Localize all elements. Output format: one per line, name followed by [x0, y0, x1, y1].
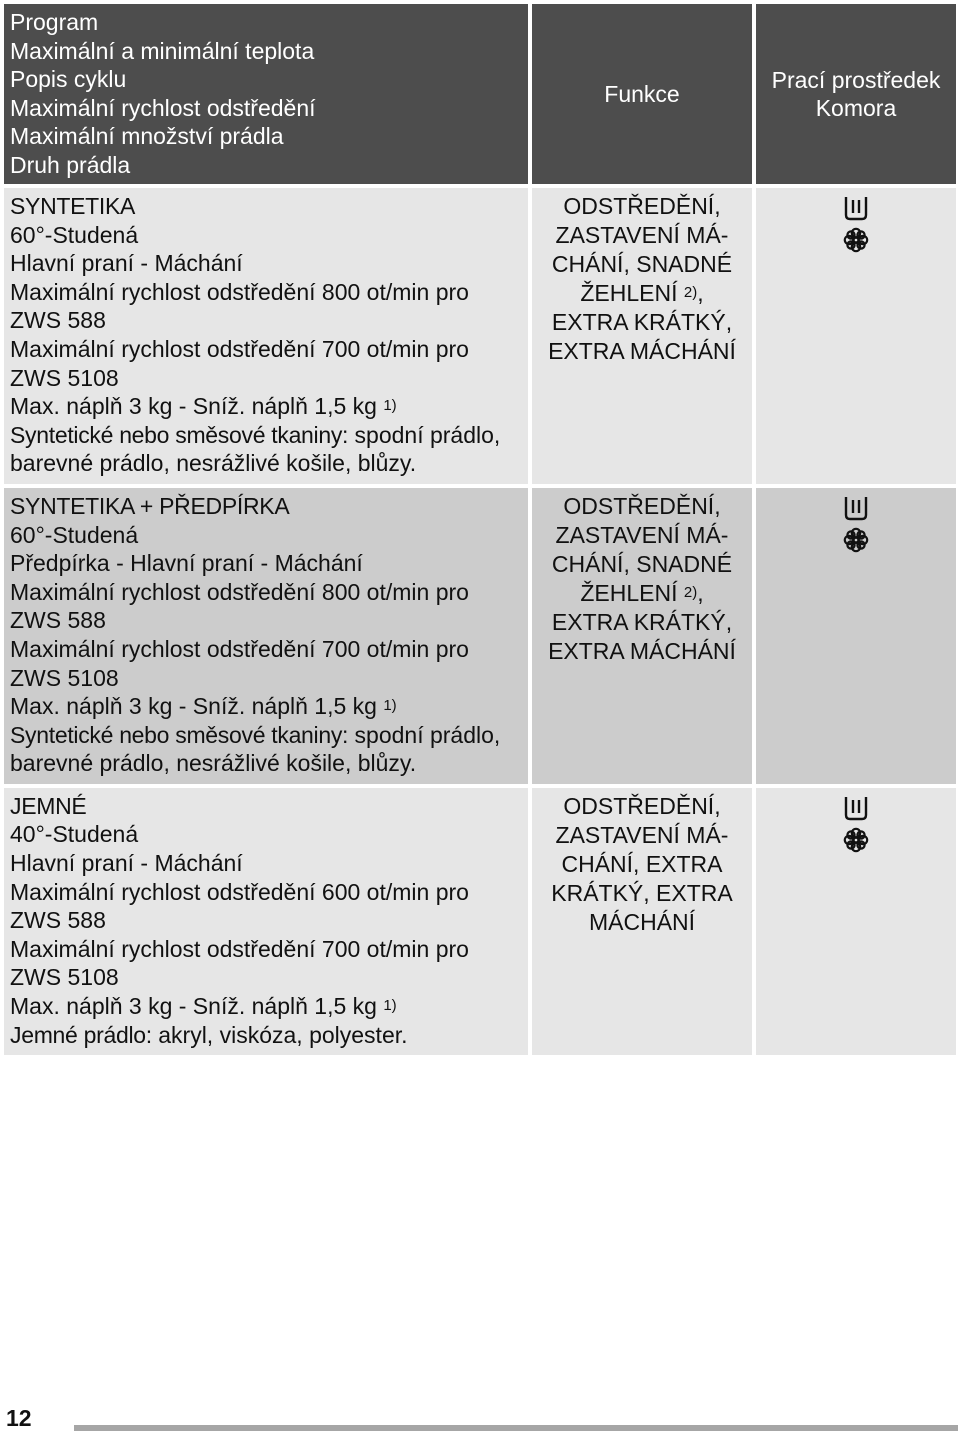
- program-model-2: ZWS 5108: [10, 364, 119, 391]
- fabric-text: spodní prádlo, barevné prádlo, nesrážlivé košile, blůzy.: [10, 421, 501, 477]
- program-functions: [532, 488, 752, 784]
- program-model-1: ZWS 588: [10, 607, 106, 634]
- function-line: MÁCHÁNÍ: [588, 908, 696, 935]
- program-name: SYNTETIKA + PŘEDPÍRKA: [10, 492, 290, 519]
- function-line: EXTRA KRÁTKÝ,: [551, 608, 733, 635]
- page-number: 12: [6, 1405, 32, 1431]
- program-functions: [532, 788, 752, 1055]
- program-load: [10, 392, 522, 421]
- header-detergent-column: [756, 4, 956, 184]
- header-temperature: Maximální a minimální teplota: [10, 37, 315, 64]
- header-fabric: Druh prádla: [10, 151, 131, 178]
- function-line: [536, 279, 748, 308]
- program-temperature: 60°-Studená: [10, 521, 139, 548]
- function-line: EXTRA MÁCHÁNÍ: [548, 338, 736, 364]
- header-spin: Maximální rychlost odstředění: [10, 94, 316, 121]
- function-note: 2): [683, 583, 698, 601]
- function-line: ZASTAVENÍ MÁ-: [555, 521, 729, 548]
- function-comma: ,: [697, 579, 704, 606]
- softener-flower-icon: [842, 226, 870, 254]
- program-fabric: [10, 721, 522, 778]
- function-line: EXTRA MÁCHÁNÍ: [548, 637, 736, 664]
- program-spin-1: Maximální rychlost odstředění 600 ot/min pro: [10, 878, 469, 905]
- function-ironing: ŽEHLENÍ: [580, 280, 678, 306]
- program-load: [10, 692, 522, 721]
- function-line: KRÁTKÝ, EXTRA: [551, 879, 733, 906]
- function-line: ODSTŘEDĚNÍ,: [563, 193, 721, 219]
- header-functions-column: [532, 4, 752, 184]
- function-comma: ,: [697, 280, 704, 306]
- fabric-label: Syntetické nebo směsové tkaniny:: [10, 421, 349, 448]
- function-line: CHÁNÍ, SNADNÉ: [551, 251, 733, 277]
- function-line: [536, 579, 748, 608]
- fabric-label: Syntetické nebo směsové tkaniny:: [10, 721, 349, 748]
- header-program-column: [4, 4, 528, 184]
- function-note: 2): [683, 284, 698, 301]
- program-temperature: 60°-Studená: [10, 221, 139, 248]
- program-load-text: Max. náplň 3 kg - Sníž. náplň 1,5 kg: [10, 693, 377, 720]
- table-row: [4, 488, 956, 784]
- program-spin-1: Maximální rychlost odstředění 800 ot/min pro: [10, 578, 469, 605]
- program-load-note: 1): [383, 697, 397, 715]
- header-detergent: Prací prostředek: [771, 66, 941, 93]
- program-cycle: Hlavní praní - Máchání: [10, 850, 243, 877]
- function-line: CHÁNÍ, EXTRA: [561, 850, 723, 877]
- program-details: [4, 488, 528, 784]
- program-model-2: ZWS 5108: [10, 664, 119, 691]
- table-header-row: [4, 4, 956, 184]
- program-model-2: ZWS 5108: [10, 964, 119, 991]
- footer-divider: [74, 1425, 958, 1431]
- program-detergent: [756, 488, 956, 784]
- fabric-label: Jemné prádlo:: [10, 1021, 152, 1048]
- softener-flower-icon: [842, 526, 870, 554]
- function-line: ODSTŘEDĚNÍ,: [563, 492, 721, 519]
- program-load-note: 1): [383, 397, 397, 415]
- header-compartment: Komora: [815, 95, 897, 121]
- main-wash-compartment-icon: [842, 494, 870, 522]
- program-detergent: [756, 788, 956, 1055]
- program-cycle: Hlavní praní - Máchání: [10, 250, 243, 277]
- program-details: [4, 188, 528, 484]
- function-line: ZASTAVENÍ MÁ-: [555, 222, 729, 248]
- program-name: JEMNÉ: [10, 792, 87, 819]
- program-spin-2: Maximální rychlost odstředění 700 ot/min pro: [10, 935, 469, 962]
- program-details: [4, 788, 528, 1055]
- function-line: CHÁNÍ, SNADNÉ: [551, 550, 733, 577]
- program-functions: [532, 188, 752, 484]
- header-functions: Funkce: [604, 80, 680, 107]
- function-ironing: ŽEHLENÍ: [580, 579, 678, 606]
- softener-flower-icon: [842, 826, 870, 854]
- program-name: SYNTETIKA: [10, 193, 136, 219]
- fabric-text: akryl, viskóza, polyester.: [158, 1021, 408, 1048]
- function-line: ODSTŘEDĚNÍ,: [563, 792, 721, 819]
- program-load-text: Max. náplň 3 kg - Sníž. náplň 1,5 kg: [10, 993, 377, 1020]
- program-spin-2: Maximální rychlost odstředění 700 ot/min pro: [10, 635, 469, 662]
- program-load-note: 1): [383, 997, 397, 1015]
- program-load-text: Max. náplň 3 kg - Sníž. náplň 1,5 kg: [10, 393, 377, 420]
- header-load: Maximální množství prádla: [10, 123, 284, 149]
- table-row: [4, 788, 956, 1055]
- program-detergent: [756, 188, 956, 484]
- function-line: EXTRA KRÁTKÝ,: [551, 309, 733, 335]
- header-cycle: Popis cyklu: [10, 66, 127, 92]
- program-fabric: [10, 1021, 522, 1050]
- function-line: ZASTAVENÍ MÁ-: [555, 821, 729, 848]
- program-spin-1: Maximální rychlost odstředění 800 ot/min pro: [10, 278, 469, 305]
- program-table: [4, 4, 956, 1059]
- program-load: [10, 992, 522, 1021]
- main-wash-compartment-icon: [842, 194, 870, 222]
- main-wash-compartment-icon: [842, 794, 870, 822]
- table-row: [4, 188, 956, 484]
- program-fabric: [10, 421, 522, 478]
- program-model-1: ZWS 588: [10, 307, 106, 334]
- program-spin-2: Maximální rychlost odstředění 700 ot/min pro: [10, 335, 469, 362]
- program-cycle: Předpírka - Hlavní praní - Máchání: [10, 550, 363, 577]
- program-model-1: ZWS 588: [10, 907, 106, 934]
- header-program: Program: [10, 9, 99, 35]
- fabric-text: spodní prádlo, barevné prádlo, nesrážlivé košile, blůzy.: [10, 721, 501, 777]
- program-temperature: 40°-Studená: [10, 821, 139, 848]
